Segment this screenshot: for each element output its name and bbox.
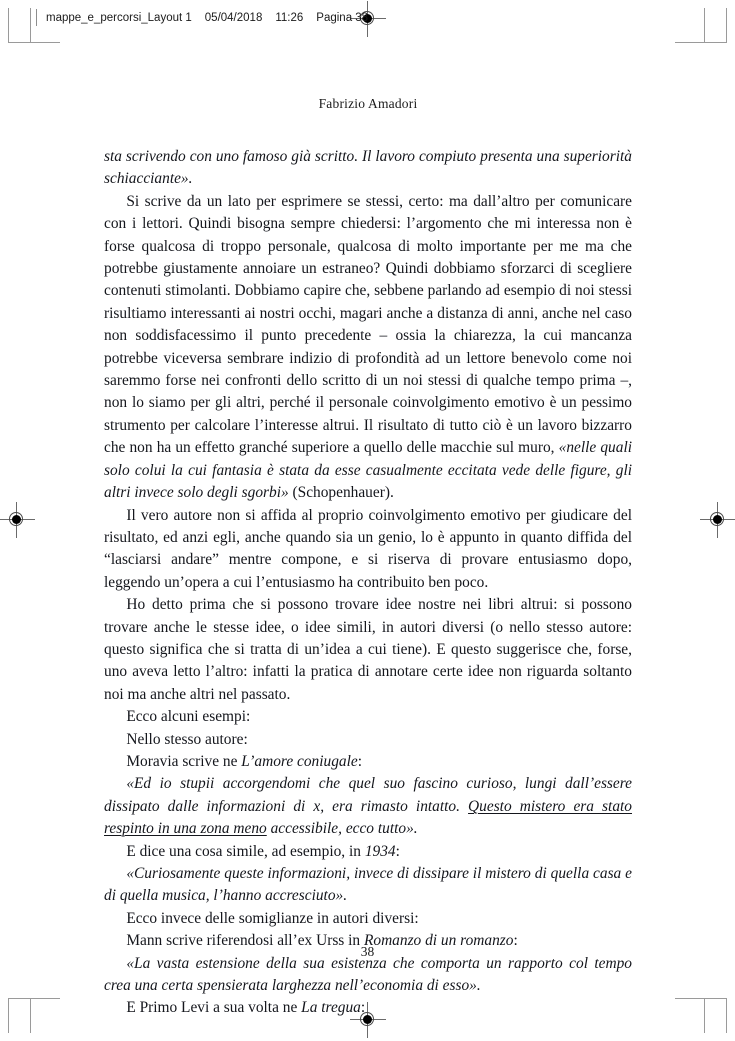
- paragraph-carryover-quote: sta scrivendo con uno famoso già scritto. Il lavoro compiuto presenta una superiorità schiacciante».: [104, 148, 632, 188]
- trim-tick-top-left: [30, 8, 31, 42]
- paragraph-ecco-alcuni-esempi: Ecco alcuni esempi:: [126, 708, 251, 726]
- slug-date: 05/04/2018: [204, 11, 263, 24]
- work-title-1934: 1934: [364, 842, 396, 860]
- quote-text-tail: accessibile, ecco tutto».: [266, 820, 418, 838]
- slug-time: 11:26: [275, 11, 304, 24]
- attribution-lead: E Primo Levi a sua volta ne: [126, 999, 302, 1017]
- attribution-tail: :: [360, 999, 366, 1017]
- text-block: [104, 96, 632, 1020]
- attribution-lead: Moravia scrive ne: [126, 752, 242, 770]
- paragraph-text-tail: (Schopenhauer).: [288, 484, 394, 502]
- work-title-la-tregua: La tregua: [301, 999, 361, 1017]
- crop-mark-bottom-left: [8, 987, 54, 1033]
- paragraph-moravia-attribution: [104, 751, 632, 773]
- attribution-tail: :: [357, 752, 362, 770]
- slug-filename: mappe_e_percorsi_Layout 1: [46, 11, 192, 24]
- attribution-lead: Mann scrive riferendosi all’ex Urss in: [126, 932, 364, 950]
- quote-underlined-segment: Questo mistero era stato respinto in una zona meno: [104, 797, 632, 838]
- paragraph-ho-detto-prima: Ho detto prima che si possono trovare idee nostre nei libri altrui: si possono trovare anche le stesse idee, o idee simili, in autori diversi (o nello stesso autore: questo significa che si tratta di un’idea a cui tiene). E questo suggerisce che, forse, uno aveva letto l’altro: infatti la pratica di annotare certe idee non riguarda soltanto noi ma anche altri nel passato.: [104, 596, 632, 703]
- slug-line: [36, 9, 368, 26]
- trim-tick-bottom-left: [30, 999, 31, 1033]
- blockquote-moravia-1934: «Curiosamente queste informazioni, invece di dissipare il mistero di quella casa e di quella musica, l’hanno accresciuto».: [104, 865, 632, 905]
- paragraph-somiglianze: Ecco invece delle somiglianze in autori diversi:: [126, 909, 419, 927]
- attribution-tail: :: [513, 932, 518, 950]
- paragraph-si-scrive: [104, 191, 632, 505]
- registration-target-right: [705, 507, 731, 533]
- inline-quote-schopenhauer: «nelle quali solo colui la cui fantasia è stata da esse casualmente eccitata vede delle figure, gli altri invece solo degli sgorbi»: [104, 439, 632, 502]
- attribution-tail: :: [395, 842, 400, 860]
- paragraph-text-lead: Si scrive da un lato per esprimere se stessi, certo: ma dall’altro per comunicare con i lettori. Quindi bisogna sempre chiedersi: l’argomento che mi interessa non è forse qualcosa di troppo personale, qualcosa di molto importante per me ma che potrebbe giustamente annoiare un estraneo? Quindi dobbiamo sforzarci di scegliere contenuti stimolanti. Dobbiamo capire che, sebbene parlando ad esempio di noi stessi risultiamo interessanti ai nostri occhi, magari anche a distanza di anni, anche nel caso non soddisfacessimo il punto precedente – ossia la chiarezza, la cui mancanza potrebbe viceversa sembrare indizio di profondità ad un lettore benevolo come noi saremmo forse nei confronti dello scritto di un noi stessi di qualche tempo prima –, non lo siamo per gli altri, perché il personale coinvolgimento emotivo è un pessimo strumento per calcolare l’interesse altrui. Il risultato di tutto ciò è un lavoro bizzarro che non ha un effetto granché superiore a quello delle macchie sul muro,: [104, 192, 632, 457]
- slug-page-label: Pagina 38: [316, 11, 369, 24]
- work-title-amore-coniugale: L’amore coniugale: [241, 752, 358, 770]
- attribution-lead: E dice una cosa simile, ad esempio, in: [126, 842, 365, 860]
- registration-target-left: [4, 507, 30, 533]
- work-title-romanzo-di-un-romanzo: Romanzo di un romanzo: [363, 932, 514, 950]
- blockquote-moravia-amore-coniugale: [104, 773, 632, 840]
- slug-rule: [36, 9, 37, 26]
- running-head: Fabrizio Amadori: [318, 96, 418, 111]
- quote-text-lead: «Ed io stupii accorgendomi che quel suo fascino curioso, lungi dall’essere dissipato dalle informazioni di x, era rimasto intatto.: [104, 775, 632, 815]
- blockquote-mann: «La vasta estensione della sua esistenza che comporta un rapporto col tempo crea una certa spensierata larghezza nell’economia di esso».: [104, 954, 632, 995]
- paragraph-nello-stesso-autore: Nello stesso autore:: [126, 730, 248, 748]
- paragraph-il-vero-autore: Il vero autore non si affida al proprio coinvolgimento emotivo per giudicare del risultato, ed anzi egli, anche quando sia un genio, lo è appunto in quanto diffida del “lasciarsi andare” mentre compone, e si riserva di provare entusiasmo dopo, leggendo un’opera a cui l’entusiasmo ha contribuito ben poco.: [104, 506, 632, 591]
- trim-tick-bottom-right: [704, 999, 705, 1033]
- page-number: 38: [360, 944, 375, 959]
- paragraph-levi-attribution: [104, 997, 632, 1019]
- trim-tick-top-right: [704, 8, 705, 42]
- paragraph-1934-attribution: [104, 841, 632, 863]
